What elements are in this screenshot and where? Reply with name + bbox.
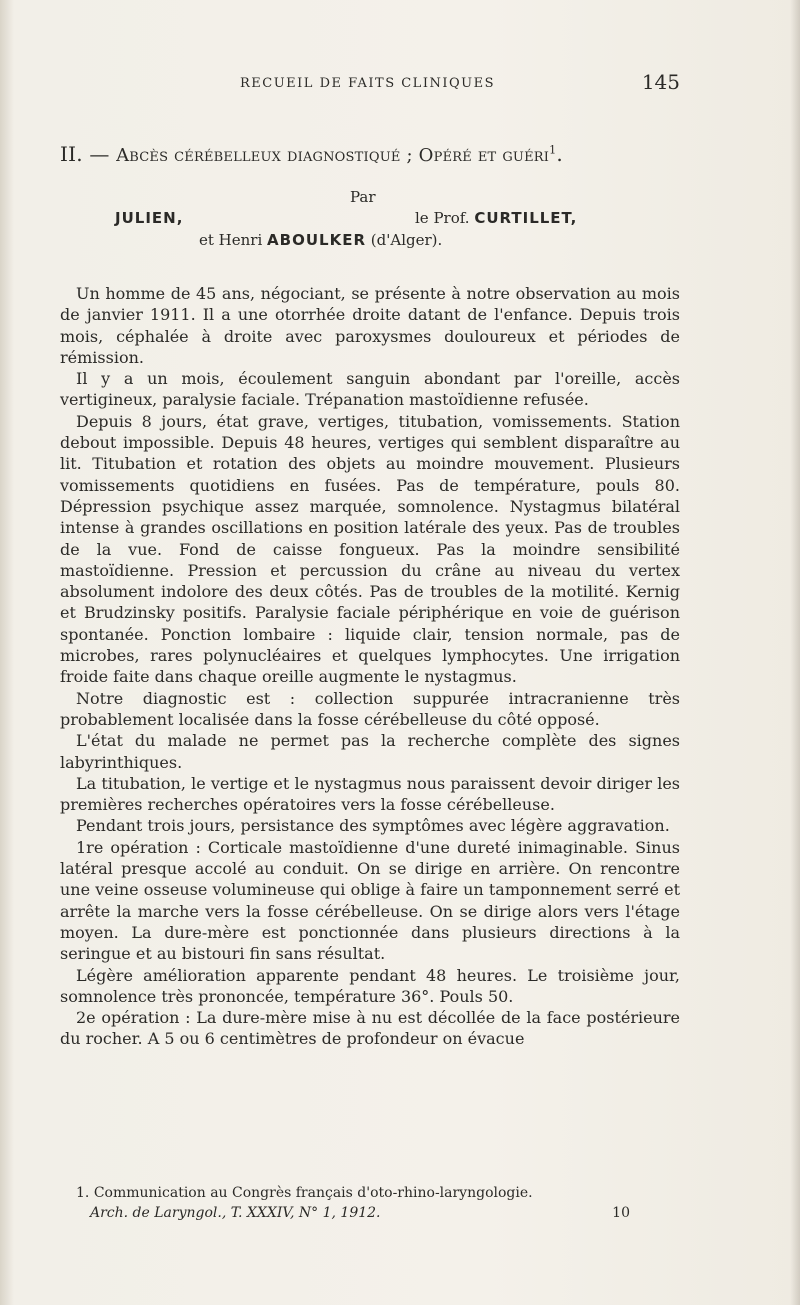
author-aboulker: ABOULKER	[267, 231, 366, 249]
footnotes	[60, 1183, 680, 1223]
paragraph: Un homme de 45 ans, négociant, se présente à notre observation au mois de janvier 1911. Il a une otorrhée droite datant de l'enfance. Depuis trois mois, céphalée à droite avec paroxysmes douloureux et périodes de rémission.	[60, 284, 680, 367]
paragraph: 2e opération : La dure-mère mise à nu est décollée de la face postérieure du rocher. A 5 ou 6 centimètres de profondeur on évacue	[60, 1008, 680, 1049]
running-title: RECUEIL DE FAITS CLINIQUES	[240, 76, 495, 91]
paragraph: Depuis 8 jours, état grave, vertiges, titubation, vomissements. Station debout impossible. Depuis 48 heures, vertiges qui semblent disparaître au lit. Titubation et rotation des objets au moindre mouvement. Plusieurs vomissements quotidiens en fusées. Pas de température, pouls 80. Dépression psychique assez marquée, somnolence. Nystagmus bilatéral intense à grandes oscillations en position latérale des yeux. Pas de troubles de la vue. Fond de caisse fongueux. Pas la moindre sensibilité mastoïdienne. Pression et percussion du crâne au niveau du vertex absolument indolore des deux côtés. Pas de troubles de la motilité. Kernig et Brudzinsky positifs. Paralysie faciale périphérique en voie de guérison spontanée. Ponction lombaire : liquide clair, tension normale, pas de microbes, rares polynucléaires et quelques lymphocytes. Une irrigation froide faite dans chaque oreille augmente le nystagmus.	[60, 411, 680, 687]
author-julien: JULIEN,	[115, 209, 184, 227]
author-curtillet-line	[415, 207, 577, 229]
paragraph: Pendant trois jours, persistance des symptômes avec légère aggravation.	[76, 816, 670, 836]
page-edge-shadow	[790, 0, 800, 1305]
page-number: 145	[641, 70, 680, 94]
paragraph: Notre diagnostic est : collection suppurée intracranienne très probablement localisée dans la fosse cérébelleuse du côté opposé.	[60, 688, 680, 729]
sheet-signature: 10	[612, 1205, 630, 1221]
title-footnote-marker: 1	[549, 143, 557, 157]
author-curtillet: CURTILLET,	[474, 209, 578, 227]
footnote-number: 1.	[76, 1185, 90, 1201]
byline-par: Par	[350, 188, 376, 206]
title-end: .	[556, 142, 563, 166]
prof-label: le Prof.	[415, 209, 470, 227]
paragraph: Il y a un mois, écoulement sanguin abondant par l'oreille, accès vertigineux, paralysie faciale. Trépanation mastoïdienne refusée.	[60, 369, 680, 410]
title-text: Abcès cérébelleux diagnostiqué ; Opéré et guéri	[116, 145, 550, 166]
running-head	[60, 70, 680, 100]
affiliation: (d'Alger).	[370, 231, 443, 249]
article-title	[60, 142, 690, 166]
footnote-citation: Arch. de Laryngol., T. XXXIV, N° 1, 1912.	[90, 1205, 381, 1221]
paragraph: La titubation, le vertige et le nystagmus nous paraissent devoir diriger les premières recherches opératoires vers la fosse cérébelleuse.	[60, 773, 680, 815]
authors	[115, 207, 675, 251]
article-body	[60, 283, 680, 1050]
footnote-1-continued	[60, 1203, 680, 1223]
and-label: et Henri	[199, 231, 263, 249]
paragraph: L'état du malade ne permet pas la recherche complète des signes labyrinthiques.	[60, 731, 680, 772]
title-numeral: II. —	[60, 142, 110, 166]
footnote-text: Communication au Congrès français d'oto-rhino-laryngologie.	[93, 1185, 533, 1201]
footnote-1	[60, 1183, 680, 1203]
paragraph: Légère amélioration apparente pendant 48 heures. Le troisième jour, somnolence très prononcée, température 36°. Pouls 50.	[60, 965, 680, 1006]
paragraph: 1re opération : Corticale mastoïdienne d'une dureté inimaginable. Sinus latéral presque accolé au conduit. On se dirige en arrière. On rencontre une veine osseuse volumineuse qui oblige à faire un tamponnement serré et arrête la marche vers la fosse cérébelleuse. On se dirige alors vers l'étage moyen. La dure-mère est ponctionnée dans plusieurs directions à la seringue et au bistouri fin sans résultat.	[60, 837, 680, 964]
